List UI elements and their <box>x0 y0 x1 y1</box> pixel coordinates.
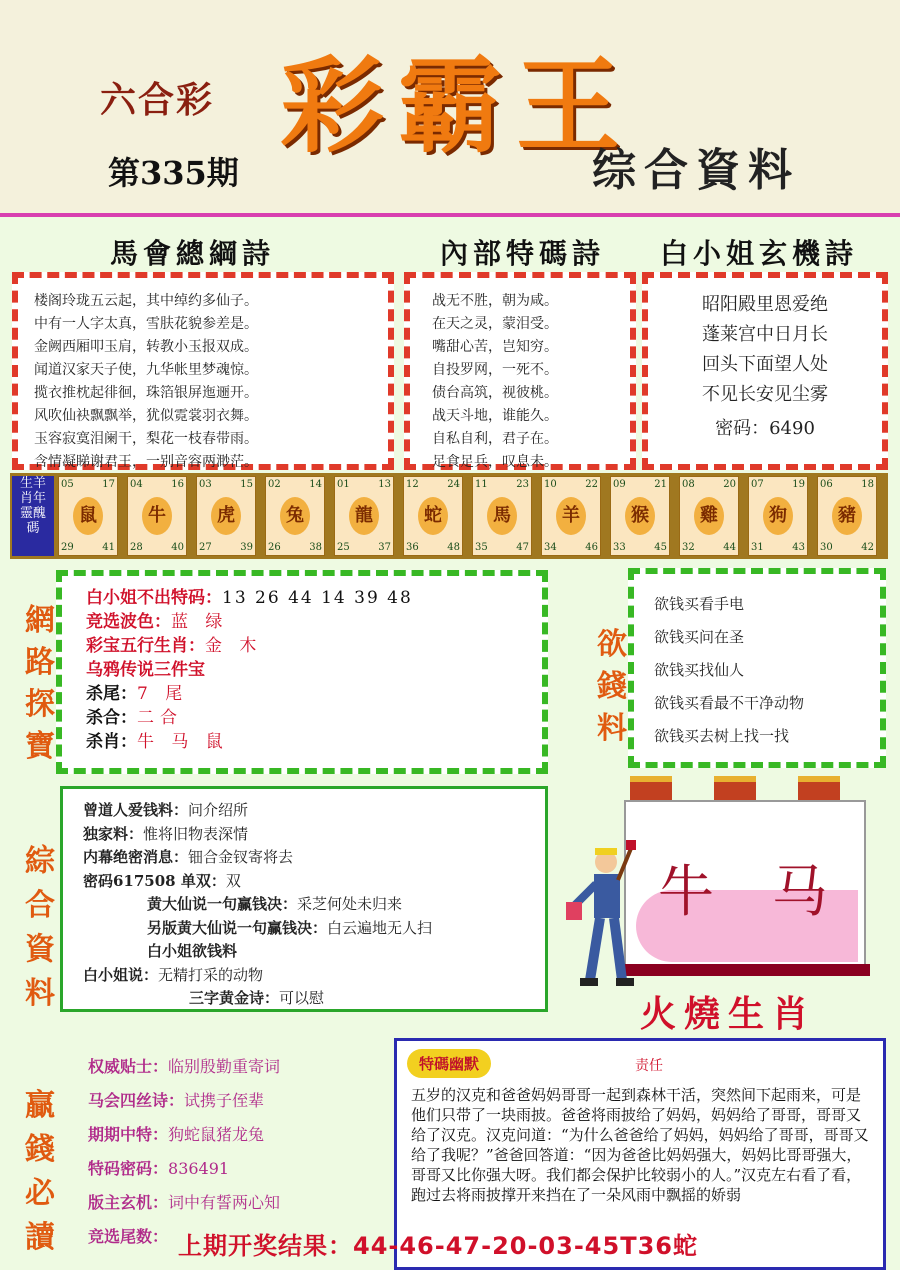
info-key: 内幕绝密消息： <box>83 848 189 866</box>
web-probe-box <box>56 570 548 774</box>
zodiac-number: 36 <box>406 542 419 553</box>
zodiac-number: 05 <box>61 479 74 490</box>
poem-line: 昭阳殿里恩爱绝 <box>702 294 828 315</box>
zodiac-number: 35 <box>475 542 488 553</box>
zodiac-cell <box>403 476 463 556</box>
label-char: 網 <box>25 603 55 638</box>
label-char: 料 <box>597 711 627 746</box>
poem-line: 闻道汉家天子使，九华帐里梦魂惊。 <box>34 362 258 378</box>
tip-key: 特码密码： <box>88 1159 169 1178</box>
poem-line: 风吹仙袂飘飘举，犹似霓裳羽衣舞。 <box>34 408 258 424</box>
zodiac-number: 41 <box>102 542 115 553</box>
zodiac-number: 25 <box>337 542 350 553</box>
kill-tail-value: 7 尾 <box>137 684 189 704</box>
tip-value: 试携子侄辈 <box>184 1091 265 1110</box>
poem2-title: 內部特碼詩 <box>440 237 606 270</box>
rabbit-icon: 兔 <box>280 497 310 535</box>
poem-line: 不见长安见尘雾 <box>702 384 828 405</box>
story-badge: 特碼幽默 <box>407 1049 491 1078</box>
info-value: 白云遍地无人扫 <box>327 918 433 937</box>
brand-small: 六合彩 <box>100 79 215 121</box>
poem-line: 战无不胜，朝为咸。 <box>432 293 558 309</box>
tips-list <box>88 1050 388 1254</box>
zodiac-cell <box>748 476 808 556</box>
side-char: 羊 <box>33 476 47 491</box>
zodiac-number: 23 <box>516 479 529 490</box>
info-key: 曾道人爱钱料： <box>83 801 189 819</box>
zodiac-number: 11 <box>475 479 488 490</box>
poem-line: 含情凝睇谢君王，一别音容两渺茫。 <box>34 454 258 470</box>
kill-tail-label: 杀尾： <box>86 684 137 704</box>
zodiac-number: 42 <box>861 542 874 553</box>
info-value: 无精打采的动物 <box>158 965 264 984</box>
label-char: 錢 <box>597 669 627 704</box>
zodiac-number: 37 <box>378 542 391 553</box>
poem-line: 玉容寂寞泪阑干，梨花一枝春带雨。 <box>34 431 258 447</box>
tip-value: 狗蛇鼠猪龙兔 <box>168 1125 265 1144</box>
dog-icon: 狗 <box>763 497 793 535</box>
tip-key: 马会四丝诗： <box>88 1091 185 1110</box>
tip-value: 836491 <box>168 1159 230 1178</box>
kill-zodiac-value: 牛 马 鼠 <box>137 732 229 752</box>
label-char: 欲 <box>597 627 627 662</box>
info-value: 可以慰 <box>279 989 325 1007</box>
zodiac-number: 08 <box>682 479 695 490</box>
zodiac-number: 45 <box>654 542 667 553</box>
poem-line: 中有一人字太真，雪肤花貌参差是。 <box>34 316 258 332</box>
poem1-title: 馬會總綱詩 <box>110 237 276 270</box>
zodiac-number: 07 <box>751 479 764 490</box>
zodiac-cell <box>196 476 256 556</box>
story-text: 五岁的汉克和爸爸妈妈哥哥一起到森林干活，突然间下起雨来，可是他们只带了一块雨披。爸爸将雨披给了妈妈，妈妈给了哥哥，哥哥又给了汉克。汉克问道：“为什么爸爸给了妈妈，妈妈给了哥哥，哥哥又给了我呢？”爸爸回答道：“因为爸爸比妈妈强大，妈妈比哥哥强大，哥哥又比你强大呀。我们都会保护比较弱小的人。”汉克左右看了看，跑过去将雨披撑开来挡在了一朵风雨中飘摇的娇弱 <box>411 1086 869 1204</box>
ox-icon: 牛 <box>142 497 172 535</box>
zodiac-cell <box>265 476 325 556</box>
info-key: 三字黄金诗： <box>189 989 280 1007</box>
poem-line: 战天斗地，谁能久。 <box>432 408 558 424</box>
tip-key: 权威贴士： <box>88 1057 169 1076</box>
side-char: 靈 <box>19 506 33 521</box>
zodiac-number: 20 <box>723 479 736 490</box>
side-char: 生 <box>19 476 33 491</box>
zodiac-number: 12 <box>406 479 419 490</box>
info-value: 钿合金钗寄将去 <box>188 848 294 866</box>
poem-line: 自投罗网，一死不。 <box>432 362 558 378</box>
poem-line: 嘴甜心苦，岂知穷。 <box>432 339 558 355</box>
info-key: 密码617508 单双： <box>83 871 226 890</box>
info-value: 双 <box>225 871 241 890</box>
zodiac-number: 15 <box>240 479 253 490</box>
rat-icon: 鼠 <box>73 497 103 535</box>
mystery-poem-box <box>642 272 888 470</box>
poem-line: 回头下面望人处 <box>702 354 828 375</box>
tip-key: 期期中特： <box>88 1125 169 1144</box>
kill-sum-value: 二合 <box>137 708 183 728</box>
tip-value: 临别殷勤重寄词 <box>168 1057 281 1076</box>
list-item: 欲钱买问在圣 <box>654 628 745 646</box>
label-char: 必 <box>25 1176 55 1211</box>
kill-sum-label: 杀合： <box>86 708 137 728</box>
zodiac-number: 40 <box>171 542 184 553</box>
money-riddle-box <box>628 568 886 768</box>
info-key: 黄大仙说一句赢钱决： <box>147 895 298 913</box>
general-poem-box <box>12 272 394 470</box>
goat-icon: 羊 <box>556 497 586 535</box>
crow-legend: 乌鸦传说三件宝 <box>86 660 205 680</box>
zodiac-number: 06 <box>820 479 833 490</box>
brand-title: 彩霸王 <box>280 44 635 167</box>
zodiac-cell <box>679 476 739 556</box>
billboard-base <box>624 964 870 976</box>
last-draw-result: 上期开奖结果：44-46-47-20-03-45T36蛇 <box>178 1232 698 1260</box>
zodiac-number: 21 <box>654 479 667 490</box>
zodiac-number: 16 <box>171 479 184 490</box>
zodiac-number: 14 <box>309 479 322 490</box>
zodiac-number: 13 <box>378 479 391 490</box>
list-item: 欲钱买去树上找一找 <box>654 727 790 745</box>
zodiac-number: 18 <box>861 479 874 490</box>
poem-line: 足食足兵，叹息未。 <box>432 454 558 470</box>
kill-zodiac-label: 杀肖： <box>86 732 137 752</box>
painter-icon <box>566 840 636 990</box>
tiger-icon: 虎 <box>211 497 241 535</box>
horse-icon: 馬 <box>487 497 517 535</box>
zodiac-number-strip <box>10 473 888 559</box>
elements-label: 彩宝五行生肖： <box>86 636 205 656</box>
zodiac-cell <box>817 476 877 556</box>
zodiac-number: 09 <box>613 479 626 490</box>
poem-line: 蓬莱宫中日月长 <box>702 324 828 345</box>
tip-key: 竞选尾数： <box>88 1227 169 1246</box>
monkey-icon: 猴 <box>625 497 655 535</box>
zodiac-number: 31 <box>751 542 764 553</box>
zodiac-number: 27 <box>199 542 212 553</box>
snake-icon: 蛇 <box>418 497 448 535</box>
web-probe-label <box>20 600 60 768</box>
zodiac-cell <box>610 476 670 556</box>
win-label <box>20 1084 60 1260</box>
label-char: 合 <box>25 888 55 923</box>
info-value: 问介绍所 <box>188 801 249 819</box>
side-char: 醜 <box>33 506 47 521</box>
elements-value: 金 木 <box>205 636 263 656</box>
zodiac-cell <box>472 476 532 556</box>
pig-icon: 豬 <box>832 497 862 535</box>
info-key: 白小姐欲钱料 <box>147 942 238 960</box>
poem-line: 债台高筑，视彼桃。 <box>432 385 558 401</box>
label-char: 探 <box>25 687 55 722</box>
zodiac-number: 38 <box>309 542 322 553</box>
zodiac-number: 28 <box>130 542 143 553</box>
info-value: 采芝何处未归来 <box>297 895 403 913</box>
side-char: 肖 <box>19 491 33 506</box>
zodiac-number: 43 <box>792 542 805 553</box>
zodiac-number: 46 <box>585 542 598 553</box>
wave-label: 竞选波色： <box>86 612 171 632</box>
zodiac-number: 24 <box>447 479 460 490</box>
poem-line: 自私自利，君子在。 <box>432 431 558 447</box>
zodiac-number: 33 <box>613 542 626 553</box>
story-title: 责任 <box>635 1058 663 1074</box>
info-value: 惟将旧物表深情 <box>143 824 249 843</box>
zodiac-number: 26 <box>268 542 281 553</box>
money-label <box>594 624 630 750</box>
zodiac-number: 29 <box>61 542 74 553</box>
zodiac-cell <box>334 476 394 556</box>
list-item: 欲钱买找仙人 <box>654 661 745 679</box>
zodiac-number: 17 <box>102 479 115 490</box>
zodiac-number: 48 <box>447 542 460 553</box>
label-char: 寶 <box>25 729 55 764</box>
list-item: 欲钱买看最不干净动物 <box>654 694 805 712</box>
label-char: 贏 <box>25 1088 55 1123</box>
header-divider <box>0 213 900 217</box>
zodiac-cell <box>127 476 187 556</box>
poem3-title: 白小姐玄機詩 <box>660 237 859 270</box>
burning-zodiac-title: 火燒生肖 <box>640 993 817 1035</box>
tip-value: 词中有誓两心知 <box>168 1193 281 1212</box>
zodiac-number: 47 <box>516 542 529 553</box>
zodiac-cell <box>541 476 601 556</box>
zodiac-number: 04 <box>130 479 143 490</box>
label-char: 綜 <box>25 844 55 879</box>
zodiac-number: 34 <box>544 542 557 553</box>
zodiac-number: 01 <box>337 479 350 490</box>
zodiac-number: 39 <box>240 542 253 553</box>
zodiac-number: 19 <box>792 479 805 490</box>
zodiac-number: 02 <box>268 479 281 490</box>
info-label <box>20 840 60 1016</box>
dragon-icon: 龍 <box>349 497 379 535</box>
label-char: 資 <box>25 932 55 967</box>
label-char: 錢 <box>25 1132 55 1167</box>
subtitle: 综合資料 <box>592 145 800 196</box>
no-special-label: 白小姐不出特码： <box>86 588 222 608</box>
side-char: 年 <box>33 491 47 506</box>
zodiac-number: 03 <box>199 479 212 490</box>
info-box <box>60 786 548 1012</box>
list-item: 欲钱买看手电 <box>654 595 745 613</box>
billboard-text: 牛 马 <box>658 860 848 925</box>
poem-code: 密码：6490 <box>715 418 815 439</box>
zodiac-cell <box>58 476 118 556</box>
label-char: 料 <box>25 976 55 1011</box>
label-char: 讀 <box>25 1220 55 1255</box>
rooster-icon: 雞 <box>694 497 724 535</box>
poem-line: 揽衣推枕起徘徊，珠箔银屏迤逦开。 <box>34 385 258 401</box>
zodiac-number: 44 <box>723 542 736 553</box>
zodiac-number: 32 <box>682 542 695 553</box>
info-key: 另版黄大仙说一句赢钱决： <box>147 918 328 937</box>
info-key: 白小姐说： <box>83 965 159 984</box>
poem-line: 金阙西厢叩玉肩，转教小玉报双成。 <box>34 339 258 355</box>
label-char: 路 <box>25 645 55 680</box>
poem-line: 楼阁玲珑五云起，其中绰约多仙子。 <box>34 293 258 309</box>
issue-number: 第335期 <box>108 154 239 192</box>
info-key: 独家料： <box>83 824 144 843</box>
zodiac-number: 10 <box>544 479 557 490</box>
poem-line: 在天之灵，蒙泪受。 <box>432 316 558 332</box>
side-char: 碼 <box>26 521 40 536</box>
tip-key: 版主玄机： <box>88 1193 169 1212</box>
zodiac-number: 22 <box>585 479 598 490</box>
zodiac-number: 30 <box>820 542 833 553</box>
wave-value: 蓝 绿 <box>171 612 229 632</box>
no-special-value: 13 26 44 14 39 48 <box>222 588 413 608</box>
special-code-poem-box <box>404 272 636 470</box>
zodiac-side-label <box>12 476 54 556</box>
